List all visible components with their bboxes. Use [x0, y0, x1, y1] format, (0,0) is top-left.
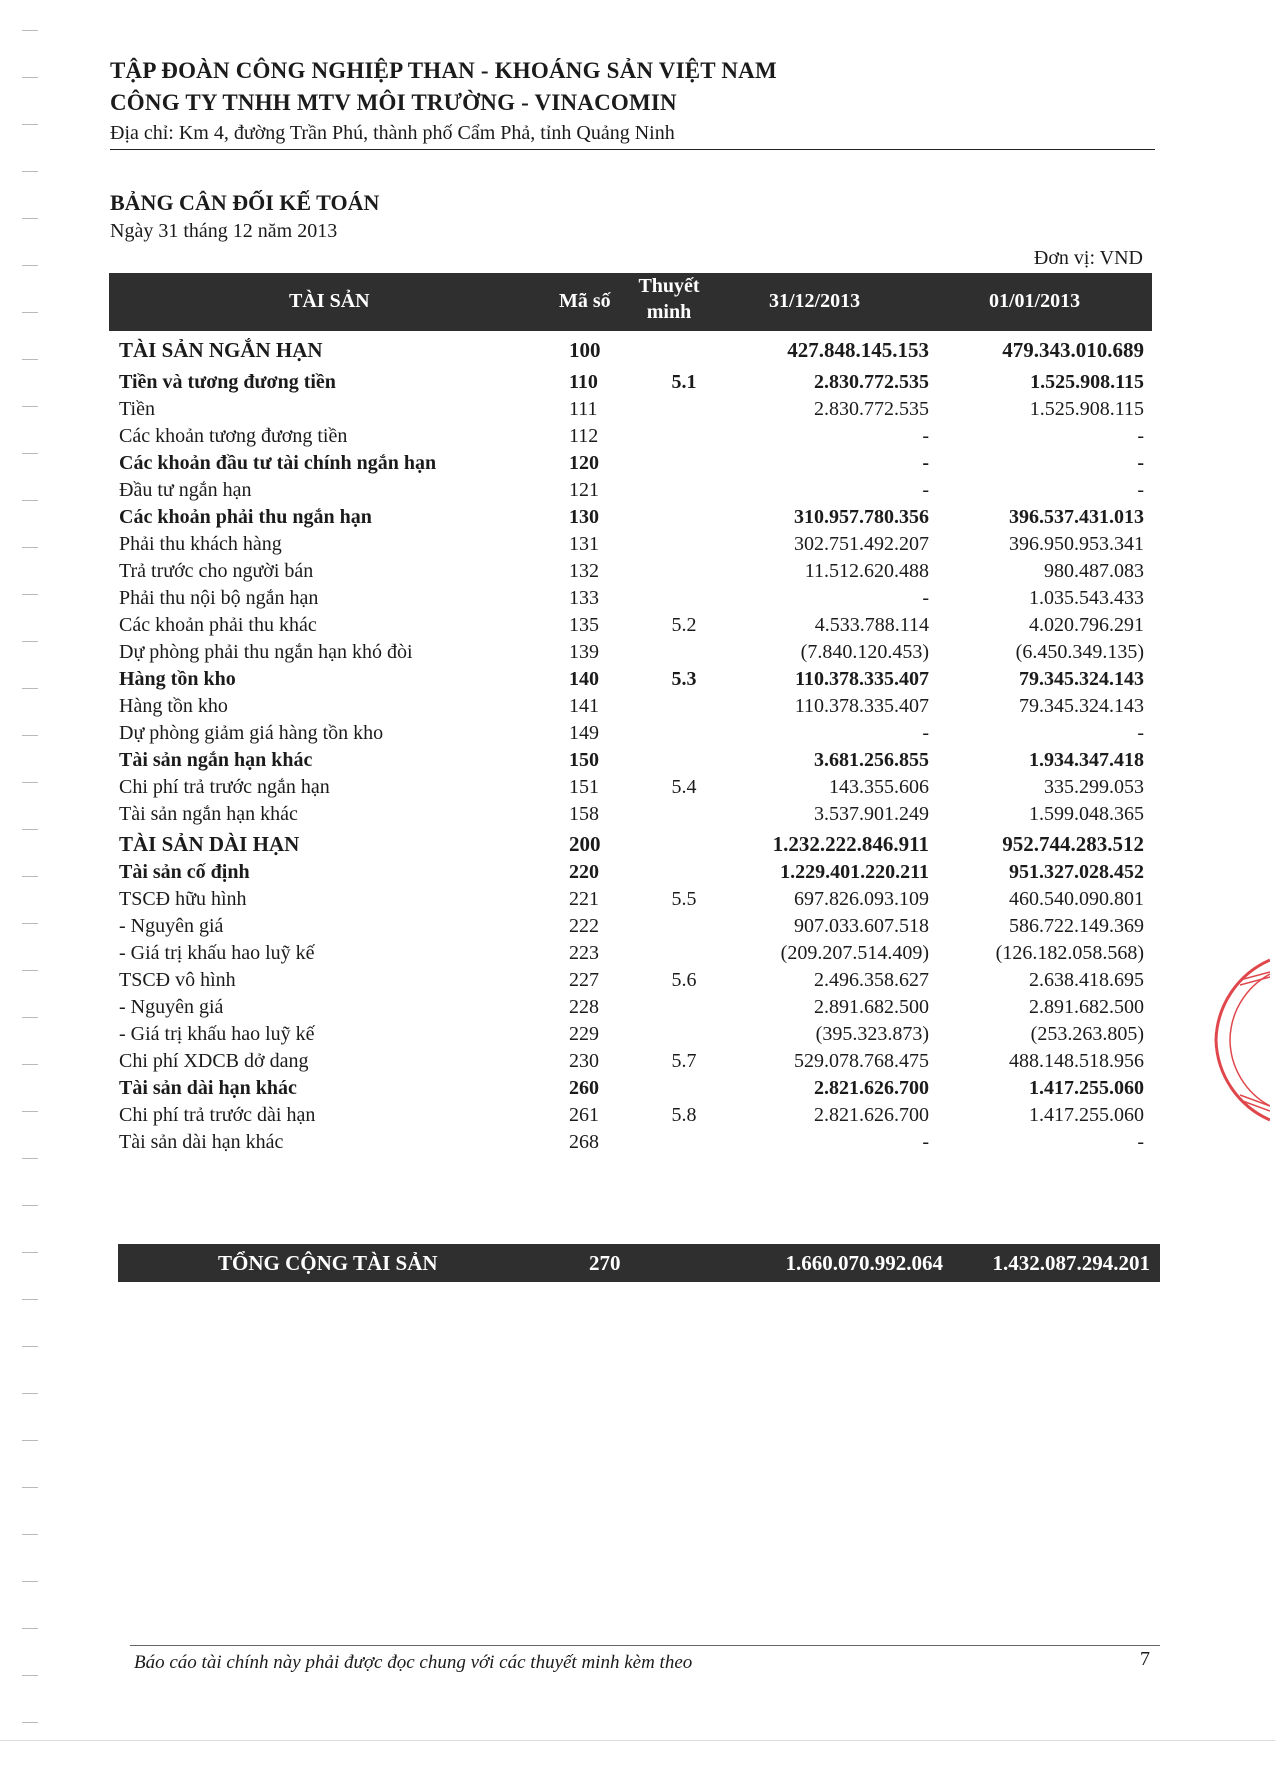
row-item-code: 133 [569, 587, 599, 609]
row-value-current: 2.830.772.535 [814, 398, 929, 420]
table-header [109, 273, 1152, 331]
row-item-name: Tài sản dài hạn khác [119, 1077, 297, 1099]
row-item-name: TSCĐ vô hình [119, 969, 236, 991]
table-row [109, 803, 1152, 831]
row-item-name: Các khoản phải thu ngắn hạn [119, 506, 372, 528]
table-row [109, 1104, 1152, 1132]
row-value-previous: 79.345.324.143 [1019, 668, 1144, 690]
row-item-name: Chi phí trả trước dài hạn [119, 1104, 316, 1126]
row-value-current: 110.378.335.407 [795, 668, 929, 690]
binder-mark [22, 500, 38, 501]
binder-mark [22, 1017, 38, 1018]
table-row [109, 888, 1152, 916]
total-current: 1.660.070.992.064 [785, 1251, 943, 1275]
row-value-current: 2.496.358.627 [814, 969, 929, 991]
company-group-name: TẬP ĐOÀN CÔNG NGHIỆP THAN - KHOÁNG SẢN VIỆT NAM [110, 58, 777, 83]
row-item-code: 227 [569, 969, 599, 991]
table-row [109, 749, 1152, 777]
row-item-code: 222 [569, 915, 599, 937]
total-row [118, 1244, 1160, 1282]
row-value-previous: 460.540.090.801 [1009, 888, 1144, 910]
row-value-previous: 1.417.255.060 [1029, 1104, 1144, 1126]
row-item-name: Tiền và tương đương tiền [119, 371, 336, 393]
row-item-code: 135 [569, 614, 599, 636]
binder-mark [22, 406, 38, 407]
company-seal [1210, 940, 1270, 1140]
table-row [109, 479, 1152, 507]
binder-mark [22, 1722, 38, 1723]
table-row [109, 722, 1152, 750]
row-item-code: 149 [569, 722, 599, 744]
row-item-note: 5.6 [671, 969, 697, 991]
row-item-name: Tài sản ngắn hạn khác [119, 749, 313, 771]
binder-mark [22, 1440, 38, 1441]
binder-mark [22, 1205, 38, 1206]
footer-note: Báo cáo tài chính này phải được đọc chung với các thuyết minh kèm theo [134, 1652, 693, 1673]
table-row [109, 1050, 1152, 1078]
table-row [109, 398, 1152, 426]
row-item-code: 110 [569, 371, 598, 393]
binder-mark [22, 453, 38, 454]
column-header-current: 31/12/2013 [769, 290, 861, 312]
binder-mark [22, 829, 38, 830]
binder-mark [22, 1252, 38, 1253]
row-value-current: 143.355.606 [829, 776, 929, 798]
row-value-previous: 2.638.418.695 [1029, 969, 1144, 991]
row-value-current: 907.033.607.518 [794, 915, 929, 937]
table-row [109, 668, 1152, 696]
binder-mark [22, 124, 38, 125]
row-value-previous: 479.343.010.689 [1002, 338, 1144, 362]
row-value-previous: 1.525.908.115 [1029, 398, 1144, 420]
row-item-code: 111 [569, 398, 598, 420]
row-value-previous: 1.934.347.418 [1029, 749, 1144, 771]
binder-mark [22, 1346, 38, 1347]
row-value-previous: 952.744.283.512 [1002, 832, 1144, 856]
row-item-name: Hàng tồn kho [119, 668, 236, 690]
table-row [109, 776, 1152, 804]
row-value-previous: 488.148.518.956 [1009, 1050, 1144, 1072]
table-row [109, 533, 1152, 561]
row-item-code: 223 [569, 942, 599, 964]
table-row [109, 969, 1152, 997]
row-value-current: - [922, 452, 929, 474]
row-value-current: 302.751.492.207 [794, 533, 929, 555]
row-item-code: 141 [569, 695, 599, 717]
row-value-previous: 980.487.083 [1044, 560, 1144, 582]
binder-mark [22, 547, 38, 548]
row-item-code: 200 [569, 832, 601, 856]
row-value-current: - [922, 722, 929, 744]
row-value-current: 529.078.768.475 [794, 1050, 929, 1072]
row-item-code: 100 [569, 338, 601, 362]
row-item-code: 130 [569, 506, 599, 528]
row-value-previous: - [1137, 1131, 1144, 1153]
table-row [109, 942, 1152, 970]
binder-mark [22, 641, 38, 642]
row-item-name: Các khoản đầu tư tài chính ngắn hạn [119, 452, 437, 474]
row-item-name: - Giá trị khấu hao luỹ kế [119, 1023, 315, 1045]
binder-mark [22, 1111, 38, 1112]
binder-mark [22, 1628, 38, 1629]
row-item-name: Phải thu nội bộ ngắn hạn [119, 587, 319, 609]
row-value-previous: 4.020.796.291 [1029, 614, 1144, 636]
row-value-previous: 1.417.255.060 [1029, 1077, 1144, 1099]
table-row [109, 832, 1152, 860]
row-value-current: 310.957.780.356 [794, 506, 929, 528]
table-row [109, 861, 1152, 889]
row-value-current: 2.821.626.700 [814, 1104, 929, 1126]
column-header-note-line1: Thuyết [638, 275, 700, 297]
row-value-current: 697.826.093.109 [794, 888, 929, 910]
total-label: TỔNG CỘNG TÀI SẢN [218, 1251, 438, 1275]
row-item-name: - Nguyên giá [119, 915, 224, 937]
total-previous: 1.432.087.294.201 [992, 1251, 1150, 1275]
table-row [109, 641, 1152, 669]
binder-mark [22, 1158, 38, 1159]
row-value-previous: - [1137, 479, 1144, 501]
row-value-previous: 396.537.431.013 [1009, 506, 1144, 528]
row-item-name: Tài sản cố định [119, 861, 250, 883]
row-item-code: 131 [569, 533, 599, 555]
binder-mark [22, 1487, 38, 1488]
table-row [109, 371, 1152, 399]
page-number: 7 [1140, 1648, 1150, 1670]
binder-mark [22, 312, 38, 313]
row-value-previous: 79.345.324.143 [1019, 695, 1144, 717]
page-footer [130, 1645, 1160, 1673]
binder-mark [22, 923, 38, 924]
table-row [109, 1077, 1152, 1105]
row-item-code: 229 [569, 1023, 599, 1045]
row-value-previous: - [1137, 425, 1144, 447]
table-row [109, 695, 1152, 723]
row-item-name: Tài sản dài hạn khác [119, 1131, 284, 1153]
binder-mark [22, 30, 38, 31]
row-value-previous: (253.263.805) [1030, 1023, 1144, 1045]
row-item-code: 150 [569, 749, 599, 771]
row-value-current: 2.830.772.535 [814, 371, 929, 393]
row-item-note: 5.5 [671, 888, 697, 910]
row-value-previous: 1.599.048.365 [1029, 803, 1144, 825]
column-header-assets: TÀI SẢN [289, 290, 370, 312]
row-item-code: 268 [569, 1131, 599, 1153]
row-value-previous: 951.327.028.452 [1009, 861, 1144, 883]
row-item-name: - Giá trị khấu hao luỹ kế [119, 942, 315, 964]
binder-mark [22, 1393, 38, 1394]
row-value-previous: 335.299.053 [1044, 776, 1144, 798]
column-header-code: Mã số [559, 290, 611, 312]
column-header-note-line2: minh [646, 301, 692, 323]
table-row [109, 1131, 1152, 1159]
row-item-name: TSCĐ hữu hình [119, 888, 247, 910]
row-item-code: 228 [569, 996, 599, 1018]
table-row [109, 560, 1152, 588]
table-row [109, 614, 1152, 642]
row-value-current: 1.229.401.220.211 [780, 861, 929, 883]
row-value-current: 1.232.222.846.911 [772, 832, 929, 856]
row-item-name: Tài sản ngắn hạn khác [119, 803, 298, 825]
row-item-name: TÀI SẢN DÀI HẠN [119, 832, 300, 856]
row-item-code: 139 [569, 641, 599, 663]
binder-mark [22, 171, 38, 172]
row-item-name: Dự phòng giảm giá hàng tồn kho [119, 722, 384, 744]
row-value-current: 4.533.788.114 [814, 614, 929, 636]
row-value-previous: 1.525.908.115 [1030, 371, 1144, 393]
binder-mark [22, 359, 38, 360]
row-value-current: 2.891.682.500 [814, 996, 929, 1018]
binder-mark [22, 735, 38, 736]
row-value-previous: - [1137, 722, 1144, 744]
row-value-current: 427.848.145.153 [787, 338, 929, 362]
binder-mark [22, 1675, 38, 1676]
binder-mark [22, 594, 38, 595]
row-item-name: Phải thu khách hàng [119, 533, 282, 555]
row-item-name: Hàng tồn kho [119, 695, 228, 717]
page-bottom-rule [0, 1740, 1275, 1741]
row-item-name: Trả trước cho người bán [119, 560, 314, 582]
binder-mark [22, 876, 38, 877]
row-value-previous: - [1137, 452, 1144, 474]
company-name: CÔNG TY TNHH MTV MÔI TRƯỜNG - VINACOMIN [110, 90, 677, 115]
row-item-note: 5.2 [671, 614, 697, 636]
row-item-note: 5.1 [671, 371, 697, 393]
row-item-name: Các khoản tương đương tiền [119, 425, 348, 447]
binder-mark [22, 218, 38, 219]
row-item-code: 140 [569, 668, 599, 690]
row-value-previous: 2.891.682.500 [1029, 996, 1144, 1018]
row-item-name: Dự phòng phải thu ngắn hạn khó đòi [119, 641, 413, 663]
row-item-code: 261 [569, 1104, 599, 1126]
row-value-current: 2.821.626.700 [814, 1077, 929, 1099]
row-item-note: 5.8 [671, 1104, 697, 1126]
row-item-name: TÀI SẢN NGẮN HẠN [119, 338, 323, 362]
row-item-code: 121 [569, 479, 599, 501]
currency-unit: Đơn vị: VND [1033, 247, 1143, 269]
table-row [109, 425, 1152, 453]
row-item-note: 5.7 [671, 1050, 697, 1072]
binder-mark [22, 688, 38, 689]
row-item-name: Tiền [119, 398, 155, 420]
row-item-code: 132 [569, 560, 599, 582]
row-item-code: 221 [569, 888, 599, 910]
row-value-current: (7.840.120.453) [800, 641, 929, 663]
table-row [109, 915, 1152, 943]
table-row [109, 506, 1152, 534]
row-item-name: Chi phí XDCB dở dang [119, 1050, 309, 1072]
table-row [109, 996, 1152, 1024]
binder-mark [22, 1299, 38, 1300]
binder-mark [22, 1581, 38, 1582]
table-row [109, 587, 1152, 615]
row-value-previous: 1.035.543.433 [1029, 587, 1144, 609]
column-header-previous: 01/01/2013 [989, 290, 1081, 312]
table-row [109, 338, 1152, 366]
row-value-current: - [922, 479, 929, 501]
row-value-current: 3.537.901.249 [814, 803, 929, 825]
row-value-previous: (6.450.349.135) [1015, 641, 1144, 663]
binder-mark [22, 1064, 38, 1065]
row-item-code: 120 [569, 452, 599, 474]
row-item-note: 5.3 [671, 668, 697, 690]
row-value-current: (395.323.873) [815, 1023, 929, 1045]
binder-mark [22, 265, 38, 266]
row-value-current: - [922, 425, 929, 447]
row-item-code: 112 [569, 425, 599, 447]
row-item-name: Các khoản phải thu khác [119, 614, 317, 636]
row-item-code: 230 [569, 1050, 599, 1072]
row-item-name: - Nguyên giá [119, 996, 224, 1018]
table-row [109, 1023, 1152, 1051]
row-value-current: 11.512.620.488 [804, 560, 929, 582]
row-value-previous: 396.950.953.341 [1009, 533, 1144, 555]
row-item-code: 158 [569, 803, 599, 825]
row-value-current: - [922, 1131, 929, 1153]
row-value-current: - [922, 587, 929, 609]
row-value-current: 110.378.335.407 [794, 695, 929, 717]
row-item-note: 5.4 [671, 776, 697, 798]
row-item-code: 260 [569, 1077, 599, 1099]
row-value-previous: (126.182.058.568) [995, 942, 1144, 964]
row-value-current: 3.681.256.855 [814, 749, 929, 771]
document-header [110, 58, 1155, 150]
table-row [109, 452, 1152, 480]
binder-mark [22, 782, 38, 783]
binder-hole-marks [22, 30, 42, 1750]
company-address: Địa chỉ: Km 4, đường Trần Phú, thành phố Cẩm Phả, tỉnh Quảng Ninh [110, 122, 1155, 150]
row-item-code: 220 [569, 861, 599, 883]
binder-mark [22, 77, 38, 78]
binder-mark [22, 970, 38, 971]
row-value-previous: 586.722.149.369 [1009, 915, 1144, 937]
report-title: BẢNG CÂN ĐỐI KẾ TOÁN [110, 190, 380, 215]
row-item-name: Đầu tư ngắn hạn [119, 479, 252, 501]
report-date: Ngày 31 tháng 12 năm 2013 [110, 220, 338, 242]
binder-mark [22, 1534, 38, 1535]
row-value-current: (209.207.514.409) [780, 942, 929, 964]
row-item-code: 151 [569, 776, 599, 798]
row-item-name: Chi phí trả trước ngắn hạn [119, 776, 330, 798]
total-code: 270 [589, 1251, 621, 1275]
